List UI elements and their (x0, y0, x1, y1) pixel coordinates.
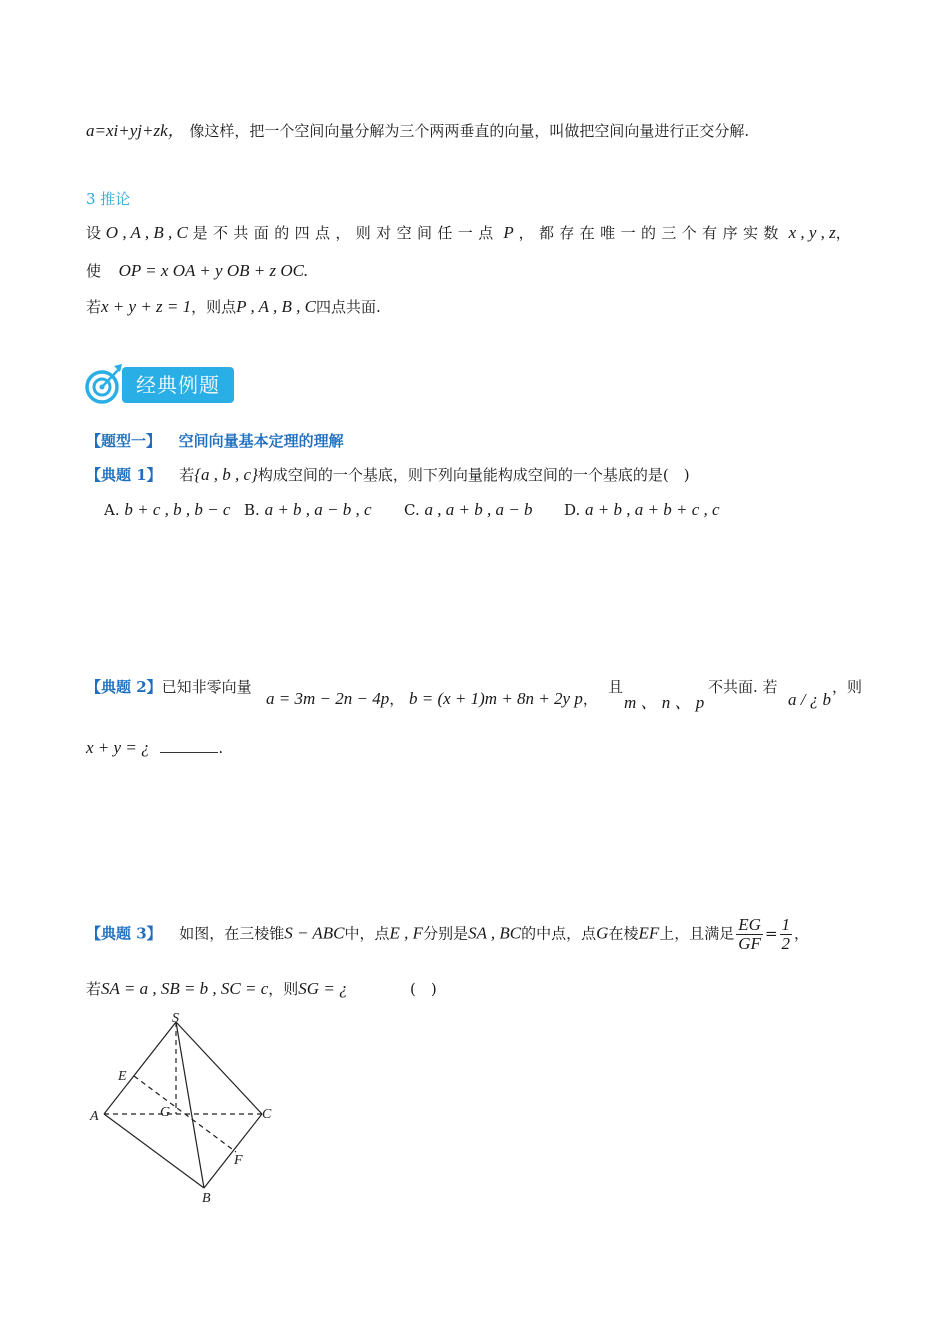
example-2-question (86, 676, 252, 697)
target-icon (84, 362, 126, 408)
type1-heading (86, 430, 344, 451)
type1-title: 空间向量基本定理的理解 (178, 432, 344, 450)
type1-label: 【题型一】 (86, 432, 162, 450)
a-expr: a = 3m − 2n − 4p (266, 689, 390, 708)
option-b[interactable] (244, 500, 372, 520)
text: 若 (86, 298, 102, 316)
point-p: P (503, 223, 514, 242)
vector-defs: SA = a , SB = b , SC = c (101, 979, 269, 998)
pyramid-figure (84, 1008, 284, 1208)
example-2-text3: 不共面. 若 (708, 678, 778, 696)
example-2-answer-line (86, 738, 223, 758)
text: 四点共面. (315, 298, 381, 316)
b-expr: b = (x + 1)m + 8n + 2y p (409, 689, 583, 708)
text: ，都存在唯一的三个有序实数 (518, 224, 784, 242)
basis-set: {a , b , c} (194, 465, 258, 484)
label-b: B (202, 1191, 211, 1206)
label-f: F (234, 1153, 243, 1168)
text: ，则点 (191, 298, 237, 316)
option-letter: B. (244, 501, 260, 519)
edge-sa (104, 1022, 176, 1114)
example-2-text4: ，则 (832, 678, 863, 696)
decomposition-formula: a=xi+yj+zk， (86, 121, 185, 140)
text: 分别是 (423, 924, 469, 943)
text: 在棱 (608, 924, 639, 943)
answer-blank[interactable] (160, 740, 218, 753)
op-formula: OP = x OA + y OB + z OC. (118, 261, 309, 280)
text: ， (794, 924, 810, 943)
points-ef: E , F (389, 923, 424, 943)
text: 使 (86, 262, 102, 280)
example-2-parallel: a / ¿ b (788, 690, 831, 709)
edge-bc (204, 1114, 262, 1188)
corollary-line-1 (86, 222, 851, 243)
label-a: A (90, 1109, 99, 1124)
example-1-label: 【典题 1】 (86, 466, 162, 484)
corollary-line-3 (86, 296, 381, 317)
text: ， (582, 690, 598, 708)
decomposition-text: 像这样，把一个空间向量分解为三个两两垂直的向量，叫做把空间向量进行正交分解. (189, 122, 750, 140)
fraction-half (780, 916, 793, 953)
text: 是不共面的四点，则对空间任一点 (192, 224, 499, 242)
points: P , A , B , C (236, 297, 316, 316)
point-g: G (596, 923, 609, 943)
text: 构成空间的一个基底，则下列向量能构成空间的一个基底的是( ) (257, 466, 690, 484)
points: O , A , B , C (105, 223, 188, 242)
text: . (218, 739, 224, 757)
option-expr: a + b , a + b + c , c (585, 500, 720, 519)
example-2-label: 【典题 2】 (86, 678, 162, 696)
denominator: 2 (781, 934, 791, 953)
text: 中，点 (344, 924, 390, 943)
label-c: C (262, 1107, 272, 1122)
equals: = (764, 924, 778, 943)
text: 若 (86, 980, 102, 998)
option-letter: A. (104, 501, 120, 519)
text: 已知非零向量 (161, 678, 252, 696)
example-2-vecs: m 、 n 、 p (624, 693, 705, 712)
example-1-question (86, 464, 690, 485)
option-a[interactable] (104, 500, 230, 520)
text: ，则 (268, 980, 299, 998)
option-letter: D. (564, 501, 581, 519)
option-d[interactable] (564, 500, 720, 520)
example-3-line-2 (86, 978, 348, 999)
label-s: S (172, 1011, 179, 1026)
option-expr: b + c , b , b − c (124, 500, 231, 519)
label-g: G (160, 1105, 171, 1120)
answer-paren[interactable]: ( ) (410, 980, 437, 998)
numerator: 1 (781, 915, 791, 934)
text: 上，且满足 (659, 924, 735, 943)
xyz: x , y , z (788, 223, 836, 242)
text: 的中点，点 (521, 924, 597, 943)
text: 若 (179, 466, 195, 484)
option-c[interactable] (404, 500, 532, 520)
option-letter: C. (404, 501, 420, 519)
edge-ab (104, 1114, 204, 1188)
text: 设 (86, 224, 102, 242)
label-e: E (118, 1069, 127, 1084)
denominator: GF (738, 934, 761, 953)
numerator: EG (738, 915, 761, 934)
text: 如图，在三棱锥 (179, 924, 285, 943)
xyz-sum: x + y + z = 1 (101, 297, 192, 316)
fraction-eg-gf (736, 916, 763, 953)
example-3-question (86, 916, 809, 953)
option-expr: a , a + b , a − b (424, 500, 533, 519)
option-expr: a + b , a − b , c (264, 500, 372, 519)
edge-ef: EF (638, 923, 660, 943)
sg-expr: SG = ¿ (298, 979, 348, 998)
example-2-formulas (266, 688, 598, 709)
decomposition-line (86, 116, 749, 141)
corollary-heading: 3 推论 (86, 190, 131, 208)
sum-expr: x + y = ¿ (86, 738, 150, 757)
example-3-label: 【典题 3】 (86, 924, 162, 943)
text: ， (389, 690, 405, 708)
text: ， (835, 224, 851, 242)
corollary-line-2 (86, 260, 308, 281)
example-2-text2: 且 (608, 678, 624, 696)
pyramid: S − ABC (284, 923, 345, 943)
section-badge: 经典例题 (122, 367, 234, 403)
edges: SA , BC (468, 923, 522, 943)
